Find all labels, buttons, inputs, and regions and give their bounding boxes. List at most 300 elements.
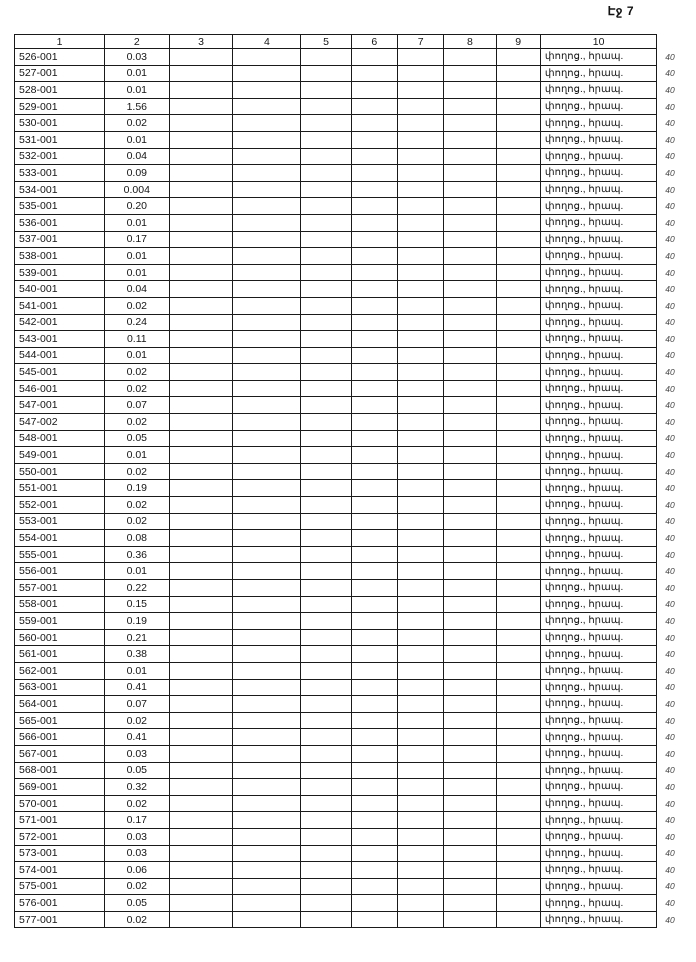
cell-empty-col8 bbox=[444, 397, 496, 414]
cell-empty-col7 bbox=[397, 181, 443, 198]
cell-empty-col7 bbox=[397, 397, 443, 414]
cell-empty-col3 bbox=[169, 745, 233, 762]
cell-empty-col4 bbox=[233, 65, 301, 82]
cell-empty-col6 bbox=[351, 563, 397, 580]
cell-empty-col8 bbox=[444, 497, 496, 514]
cell-empty-col9 bbox=[496, 380, 540, 397]
margin-annotation: 40 bbox=[665, 400, 675, 411]
cell-empty-col9 bbox=[496, 414, 540, 431]
cell-empty-col5 bbox=[301, 98, 351, 115]
cell-empty-col8 bbox=[444, 546, 496, 563]
table-row bbox=[15, 347, 696, 364]
margin-annotation: 40 bbox=[665, 267, 675, 278]
cell-empty-col6 bbox=[351, 98, 397, 115]
cell-empty-col4 bbox=[233, 696, 301, 713]
cell-id: 570-001 bbox=[15, 795, 105, 812]
cell-empty-col9 bbox=[496, 895, 540, 912]
cell-empty-col5 bbox=[301, 795, 351, 812]
margin-annotation: 40 bbox=[665, 815, 675, 826]
cell-note: փողոց., հրապ. bbox=[540, 679, 656, 696]
table-row bbox=[15, 231, 696, 248]
cell-empty-col3 bbox=[169, 463, 233, 480]
cell-empty-col6 bbox=[351, 828, 397, 845]
cell-empty-col9 bbox=[496, 662, 540, 679]
cell-empty-col9 bbox=[496, 49, 540, 66]
cell-empty-col7 bbox=[397, 828, 443, 845]
cell-note: փողոց., հրապ. bbox=[540, 214, 656, 231]
cell-id: 538-001 bbox=[15, 248, 105, 265]
cell-empty-col3 bbox=[169, 662, 233, 679]
cell-value: 0.38 bbox=[105, 646, 169, 663]
cell-empty-col8 bbox=[444, 712, 496, 729]
cell-note: փողոց., հրապ. bbox=[540, 364, 656, 381]
cell-id: 529-001 bbox=[15, 98, 105, 115]
cell-value: 0.05 bbox=[105, 762, 169, 779]
cell-value: 0.01 bbox=[105, 214, 169, 231]
margin-annotation: 40 bbox=[665, 151, 675, 162]
cell-empty-col8 bbox=[444, 264, 496, 281]
cell-empty-col5 bbox=[301, 696, 351, 713]
cell-id: 537-001 bbox=[15, 231, 105, 248]
cell-empty-col7 bbox=[397, 812, 443, 829]
cell-empty-col3 bbox=[169, 646, 233, 663]
cell-empty-col4 bbox=[233, 214, 301, 231]
column-header-10: 10 bbox=[540, 35, 656, 49]
cell-value: 0.41 bbox=[105, 679, 169, 696]
cell-empty-col6 bbox=[351, 414, 397, 431]
cell-empty-col9 bbox=[496, 513, 540, 530]
cell-empty-col7 bbox=[397, 98, 443, 115]
table-header bbox=[15, 35, 696, 49]
cell-empty-col6 bbox=[351, 497, 397, 514]
cell-value: 0.22 bbox=[105, 580, 169, 597]
cell-note: փողոց., հրապ. bbox=[540, 878, 656, 895]
cell-empty-col5 bbox=[301, 214, 351, 231]
cell-empty-col5 bbox=[301, 530, 351, 547]
cell-empty-col9 bbox=[496, 828, 540, 845]
cell-id: 556-001 bbox=[15, 563, 105, 580]
cell-empty-col4 bbox=[233, 131, 301, 148]
cell-empty-col4 bbox=[233, 712, 301, 729]
cell-empty-col6 bbox=[351, 878, 397, 895]
cell-empty-col4 bbox=[233, 397, 301, 414]
cell-empty-col5 bbox=[301, 745, 351, 762]
table-row bbox=[15, 331, 696, 348]
cell-empty-col3 bbox=[169, 198, 233, 215]
cell-empty-col7 bbox=[397, 281, 443, 298]
margin-annotation: 40 bbox=[665, 781, 675, 792]
margin-annotation: 40 bbox=[665, 416, 675, 427]
cell-empty-col8 bbox=[444, 331, 496, 348]
cell-empty-col4 bbox=[233, 497, 301, 514]
margin-annotation: 40 bbox=[665, 284, 675, 295]
cell-note: փողոց., հրապ. bbox=[540, 414, 656, 431]
cell-empty-col4 bbox=[233, 414, 301, 431]
cell-empty-col9 bbox=[496, 397, 540, 414]
table-row bbox=[15, 447, 696, 464]
cell-id: 531-001 bbox=[15, 131, 105, 148]
cell-empty-col7 bbox=[397, 331, 443, 348]
cell-empty-col4 bbox=[233, 231, 301, 248]
cell-empty-col7 bbox=[397, 430, 443, 447]
cell-empty-col3 bbox=[169, 845, 233, 862]
cell-note: փողոց., հրապ. bbox=[540, 646, 656, 663]
margin-annotation: 40 bbox=[665, 582, 675, 593]
cell-empty-col4 bbox=[233, 165, 301, 182]
table-row bbox=[15, 679, 696, 696]
cell-empty-col5 bbox=[301, 314, 351, 331]
cell-note: փողոց., հրապ. bbox=[540, 613, 656, 630]
cell-note: փողոց., հրապ. bbox=[540, 696, 656, 713]
cell-empty-col7 bbox=[397, 165, 443, 182]
cell-empty-col3 bbox=[169, 181, 233, 198]
cell-value: 0.05 bbox=[105, 430, 169, 447]
cell-value: 0.02 bbox=[105, 297, 169, 314]
cell-empty-col9 bbox=[496, 231, 540, 248]
cell-note: փողոց., հրապ. bbox=[540, 248, 656, 265]
margin-annotation: 40 bbox=[665, 765, 675, 776]
margin-annotation: 40 bbox=[665, 549, 675, 560]
cell-note: փողոց., հրապ. bbox=[540, 447, 656, 464]
table-row bbox=[15, 414, 696, 431]
table-row bbox=[15, 131, 696, 148]
cell-empty-col4 bbox=[233, 115, 301, 132]
cell-value: 0.07 bbox=[105, 397, 169, 414]
cell-empty-col5 bbox=[301, 679, 351, 696]
cell-empty-col8 bbox=[444, 513, 496, 530]
margin-annotation: 40 bbox=[665, 101, 675, 112]
cell-id: 544-001 bbox=[15, 347, 105, 364]
cell-empty-col9 bbox=[496, 297, 540, 314]
cell-value: 0.05 bbox=[105, 895, 169, 912]
cell-empty-col6 bbox=[351, 646, 397, 663]
cell-empty-col3 bbox=[169, 911, 233, 928]
cell-empty-col9 bbox=[496, 82, 540, 99]
cell-value: 0.02 bbox=[105, 115, 169, 132]
cell-empty-col5 bbox=[301, 513, 351, 530]
table-row bbox=[15, 828, 696, 845]
cell-empty-col4 bbox=[233, 148, 301, 165]
cell-empty-col6 bbox=[351, 662, 397, 679]
cell-empty-col6 bbox=[351, 745, 397, 762]
cell-empty-col7 bbox=[397, 895, 443, 912]
cell-empty-col9 bbox=[496, 729, 540, 746]
cell-empty-col4 bbox=[233, 281, 301, 298]
cell-id: 574-001 bbox=[15, 862, 105, 879]
cell-empty-col6 bbox=[351, 397, 397, 414]
cell-empty-col3 bbox=[169, 331, 233, 348]
cell-value: 0.08 bbox=[105, 530, 169, 547]
cell-empty-col4 bbox=[233, 198, 301, 215]
cell-note: փողոց., հրապ. bbox=[540, 148, 656, 165]
cell-empty-col8 bbox=[444, 414, 496, 431]
cell-empty-col3 bbox=[169, 530, 233, 547]
cell-empty-col7 bbox=[397, 198, 443, 215]
cell-note: փողոց., հրապ. bbox=[540, 580, 656, 597]
cell-value: 0.01 bbox=[105, 347, 169, 364]
cell-empty-col5 bbox=[301, 331, 351, 348]
table-row bbox=[15, 878, 696, 895]
cell-note: փողոց., հրապ. bbox=[540, 165, 656, 182]
margin-annotation: 40 bbox=[665, 732, 675, 743]
cell-empty-col3 bbox=[169, 347, 233, 364]
cell-empty-col9 bbox=[496, 497, 540, 514]
cell-empty-col9 bbox=[496, 248, 540, 265]
cell-empty-col7 bbox=[397, 364, 443, 381]
column-header-1: 1 bbox=[15, 35, 105, 49]
cell-note: փողոց., հրապ. bbox=[540, 596, 656, 613]
table-row bbox=[15, 49, 696, 66]
margin-annotation: 40 bbox=[665, 914, 675, 925]
cell-empty-col6 bbox=[351, 845, 397, 862]
cell-empty-col3 bbox=[169, 795, 233, 812]
cell-empty-col4 bbox=[233, 580, 301, 597]
cell-empty-col9 bbox=[496, 646, 540, 663]
cell-empty-col4 bbox=[233, 613, 301, 630]
cell-value: 0.004 bbox=[105, 181, 169, 198]
cell-empty-col5 bbox=[301, 231, 351, 248]
cell-note: փողոց., հրապ. bbox=[540, 49, 656, 66]
page-number-label: Էջ 7 bbox=[607, 4, 634, 18]
cell-value: 0.02 bbox=[105, 497, 169, 514]
cell-empty-col4 bbox=[233, 596, 301, 613]
table-row bbox=[15, 596, 696, 613]
cell-empty-col5 bbox=[301, 414, 351, 431]
cell-empty-col7 bbox=[397, 414, 443, 431]
cell-empty-col7 bbox=[397, 779, 443, 796]
cell-empty-col9 bbox=[496, 314, 540, 331]
cell-empty-col8 bbox=[444, 679, 496, 696]
margin-annotation: 40 bbox=[665, 798, 675, 809]
cell-empty-col7 bbox=[397, 646, 443, 663]
cell-empty-col4 bbox=[233, 878, 301, 895]
cell-empty-col4 bbox=[233, 629, 301, 646]
cell-empty-col9 bbox=[496, 613, 540, 630]
cell-empty-col5 bbox=[301, 148, 351, 165]
margin-annotation: 40 bbox=[665, 450, 675, 461]
cell-note: փողոց., հրապ. bbox=[540, 845, 656, 862]
cell-id: 560-001 bbox=[15, 629, 105, 646]
cell-note: փողոց., հրապ. bbox=[540, 181, 656, 198]
table-row bbox=[15, 65, 696, 82]
cell-empty-col5 bbox=[301, 463, 351, 480]
cell-note: փողոց., հրապ. bbox=[540, 513, 656, 530]
cell-empty-col6 bbox=[351, 181, 397, 198]
cell-empty-col5 bbox=[301, 131, 351, 148]
cell-empty-col3 bbox=[169, 314, 233, 331]
cell-empty-col7 bbox=[397, 49, 443, 66]
table-row bbox=[15, 214, 696, 231]
cell-empty-col9 bbox=[496, 131, 540, 148]
cell-empty-col4 bbox=[233, 729, 301, 746]
margin-annotation: 40 bbox=[665, 167, 675, 178]
cell-empty-col7 bbox=[397, 447, 443, 464]
cell-empty-col4 bbox=[233, 463, 301, 480]
cell-empty-col7 bbox=[397, 596, 443, 613]
table-row bbox=[15, 281, 696, 298]
cell-empty-col3 bbox=[169, 380, 233, 397]
cell-empty-col8 bbox=[444, 165, 496, 182]
margin-annotation: 40 bbox=[665, 333, 675, 344]
cell-id: 572-001 bbox=[15, 828, 105, 845]
cell-empty-col4 bbox=[233, 49, 301, 66]
cell-empty-col5 bbox=[301, 662, 351, 679]
cell-value: 0.04 bbox=[105, 281, 169, 298]
cell-value: 0.36 bbox=[105, 546, 169, 563]
cell-empty-col6 bbox=[351, 447, 397, 464]
cell-empty-col3 bbox=[169, 828, 233, 845]
cell-empty-col4 bbox=[233, 762, 301, 779]
table-row bbox=[15, 264, 696, 281]
cell-empty-col6 bbox=[351, 895, 397, 912]
cell-id: 548-001 bbox=[15, 430, 105, 447]
cell-empty-col5 bbox=[301, 297, 351, 314]
cell-empty-col4 bbox=[233, 862, 301, 879]
cell-empty-col9 bbox=[496, 679, 540, 696]
cell-empty-col5 bbox=[301, 82, 351, 99]
cell-empty-col4 bbox=[233, 364, 301, 381]
cell-empty-col8 bbox=[444, 82, 496, 99]
cell-value: 0.21 bbox=[105, 629, 169, 646]
cell-empty-col7 bbox=[397, 513, 443, 530]
cell-empty-col3 bbox=[169, 131, 233, 148]
cell-empty-col3 bbox=[169, 878, 233, 895]
cell-empty-col5 bbox=[301, 613, 351, 630]
cell-empty-col4 bbox=[233, 546, 301, 563]
cell-id: 571-001 bbox=[15, 812, 105, 829]
cell-empty-col3 bbox=[169, 148, 233, 165]
cell-empty-col7 bbox=[397, 497, 443, 514]
table-row bbox=[15, 397, 696, 414]
cell-id: 567-001 bbox=[15, 745, 105, 762]
cell-id: 565-001 bbox=[15, 712, 105, 729]
table-row bbox=[15, 297, 696, 314]
cell-empty-col6 bbox=[351, 231, 397, 248]
cell-empty-col8 bbox=[444, 745, 496, 762]
cell-empty-col6 bbox=[351, 729, 397, 746]
table-row bbox=[15, 98, 696, 115]
cell-value: 0.17 bbox=[105, 812, 169, 829]
cell-id: 569-001 bbox=[15, 779, 105, 796]
margin-annotation: 40 bbox=[665, 51, 675, 62]
cell-value: 0.01 bbox=[105, 662, 169, 679]
cell-empty-col5 bbox=[301, 596, 351, 613]
margin-annotation: 40 bbox=[665, 615, 675, 626]
cell-note: փողոց., հրապ. bbox=[540, 530, 656, 547]
cell-note: փողոց., հրապ. bbox=[540, 895, 656, 912]
cell-empty-col8 bbox=[444, 911, 496, 928]
cell-empty-col6 bbox=[351, 596, 397, 613]
cell-empty-col3 bbox=[169, 214, 233, 231]
cell-empty-col5 bbox=[301, 181, 351, 198]
cell-note: փողոց., հրապ. bbox=[540, 397, 656, 414]
cell-empty-col5 bbox=[301, 845, 351, 862]
margin-annotation: 40 bbox=[665, 250, 675, 261]
cell-id: 553-001 bbox=[15, 513, 105, 530]
cell-empty-col7 bbox=[397, 65, 443, 82]
cell-note: փողոց., հրապ. bbox=[540, 281, 656, 298]
cell-empty-col8 bbox=[444, 779, 496, 796]
cell-empty-col4 bbox=[233, 530, 301, 547]
cell-empty-col3 bbox=[169, 297, 233, 314]
cell-id: 577-001 bbox=[15, 911, 105, 928]
cell-empty-col8 bbox=[444, 613, 496, 630]
cell-empty-col5 bbox=[301, 762, 351, 779]
cell-empty-col3 bbox=[169, 165, 233, 182]
cell-empty-col4 bbox=[233, 779, 301, 796]
cell-note: փողոց., հրապ. bbox=[540, 314, 656, 331]
cell-note: փողոց., հրապ. bbox=[540, 546, 656, 563]
margin-annotation: 40 bbox=[665, 134, 675, 145]
cell-note: փողոց., հրապ. bbox=[540, 98, 656, 115]
cell-value: 0.02 bbox=[105, 795, 169, 812]
table-row bbox=[15, 181, 696, 198]
cell-id: 573-001 bbox=[15, 845, 105, 862]
cell-note: փողոց., հրապ. bbox=[540, 480, 656, 497]
cell-note: փողոց., հրապ. bbox=[540, 331, 656, 348]
cell-empty-col5 bbox=[301, 248, 351, 265]
cell-empty-col8 bbox=[444, 530, 496, 547]
cell-empty-col7 bbox=[397, 911, 443, 928]
table-row bbox=[15, 729, 696, 746]
cell-empty-col8 bbox=[444, 696, 496, 713]
cell-empty-col4 bbox=[233, 646, 301, 663]
cell-empty-col8 bbox=[444, 231, 496, 248]
cell-empty-col8 bbox=[444, 115, 496, 132]
margin-annotation: 40 bbox=[665, 383, 675, 394]
cell-empty-col5 bbox=[301, 65, 351, 82]
cell-value: 0.24 bbox=[105, 314, 169, 331]
cell-value: 0.02 bbox=[105, 712, 169, 729]
cell-id: 566-001 bbox=[15, 729, 105, 746]
cell-empty-col3 bbox=[169, 613, 233, 630]
cell-value: 0.03 bbox=[105, 745, 169, 762]
cell-value: 0.03 bbox=[105, 845, 169, 862]
cell-empty-col5 bbox=[301, 712, 351, 729]
cell-empty-col7 bbox=[397, 463, 443, 480]
margin-annotation: 40 bbox=[665, 84, 675, 95]
cell-value: 0.17 bbox=[105, 231, 169, 248]
cell-value: 0.01 bbox=[105, 264, 169, 281]
cell-empty-col3 bbox=[169, 895, 233, 912]
cell-empty-col8 bbox=[444, 895, 496, 912]
cell-empty-col6 bbox=[351, 613, 397, 630]
cell-empty-col6 bbox=[351, 364, 397, 381]
cell-empty-col9 bbox=[496, 331, 540, 348]
margin-annotation: 40 bbox=[665, 715, 675, 726]
cell-value: 0.01 bbox=[105, 131, 169, 148]
table-row bbox=[15, 248, 696, 265]
cell-note: փողոց., հրապ. bbox=[540, 762, 656, 779]
cell-empty-col6 bbox=[351, 779, 397, 796]
cell-value: 0.03 bbox=[105, 49, 169, 66]
cell-note: փողոց., հրապ. bbox=[540, 795, 656, 812]
table-row bbox=[15, 497, 696, 514]
cell-empty-col4 bbox=[233, 297, 301, 314]
margin-annotation: 40 bbox=[665, 831, 675, 842]
table-header-row bbox=[15, 35, 696, 49]
cell-empty-col7 bbox=[397, 214, 443, 231]
cell-empty-col6 bbox=[351, 463, 397, 480]
cell-empty-col7 bbox=[397, 878, 443, 895]
cell-empty-col4 bbox=[233, 480, 301, 497]
cell-note: փողոց., հրապ. bbox=[540, 131, 656, 148]
cell-empty-col5 bbox=[301, 729, 351, 746]
cell-empty-col9 bbox=[496, 463, 540, 480]
cell-value: 0.07 bbox=[105, 696, 169, 713]
cell-empty-col3 bbox=[169, 430, 233, 447]
margin-annotation: 40 bbox=[665, 516, 675, 527]
